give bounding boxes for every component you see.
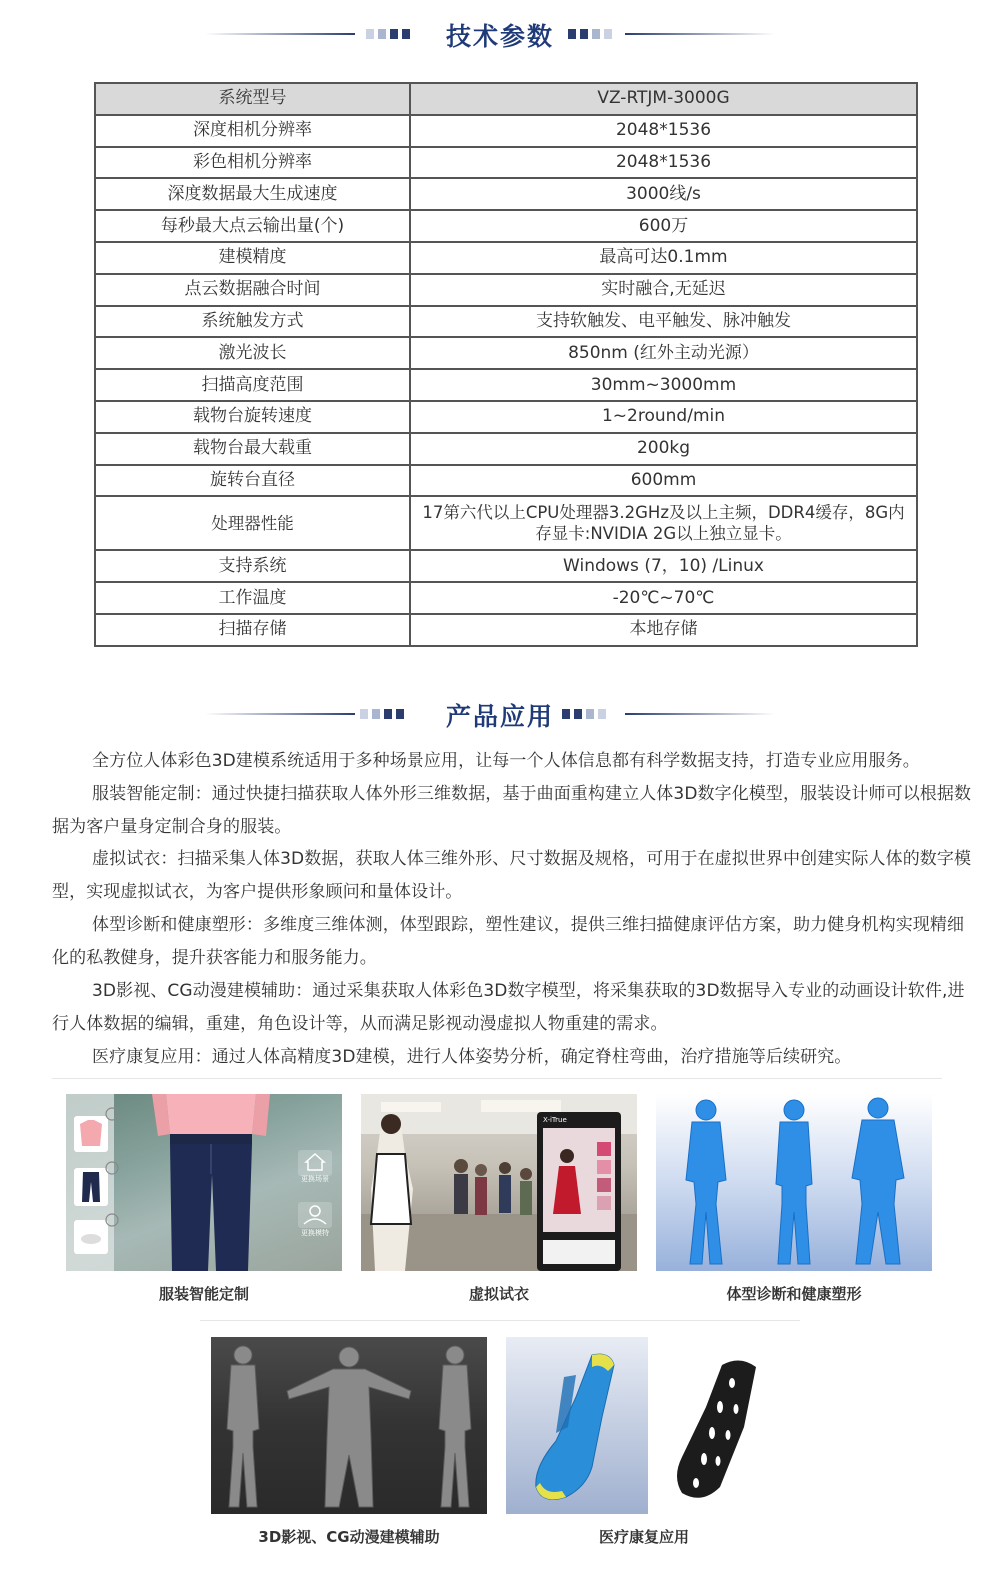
spec-key: 工作温度 [95,582,410,614]
spec-key: 激光波长 [95,337,410,369]
table-row [95,496,917,550]
caption-clothing: 服装智能定制 [158,1285,249,1303]
intro-paragraph [52,745,972,778]
table-row [95,369,917,401]
table-row [95,178,917,210]
spec-value: 600万 [410,210,917,242]
table-row [95,550,917,582]
spec-value: 实时融合,无延迟 [410,274,917,306]
caption-cg-modeling: 3D影视、CG动漫建模辅助 [258,1528,440,1546]
specs-title: 技术参数 [445,22,554,51]
paragraph-text: 体型诊断和健康塑形：多维度三维体测，体型跟踪，塑性建议，提供三维扫描健康评估方案，助力健身机构实现精细化的私教健身，提升获客能力和服务能力。 [52,915,965,968]
header-line-right [625,713,775,715]
apps-section-header [0,694,1000,734]
fitting-illustration [361,1094,637,1271]
header-dots-right [562,709,606,719]
table-row [95,401,917,433]
change-scene-label: 更换场景 [301,1175,329,1183]
paragraph-text: 医疗康复应用：通过人体高精度3D建模，进行人体姿势分析，确定脊柱弯曲，治疗措施等后续研究。 [92,1047,852,1067]
app-paragraph-film [52,975,972,1041]
change-model-label: 更换模特 [301,1229,329,1237]
table-row [95,274,917,306]
paragraph-text: 虚拟试衣：扫描采集人体3D数据，获取人体三维外形、尺寸数据及规格，可用于在虚拟世界中创建实际人体的数字模型，实现虚拟试衣，为客户提供形象顾问和量体设计。 [52,849,972,902]
spec-value: 30mm~3000mm [410,369,917,401]
clothing-customization-image [66,1094,342,1271]
table-row [95,465,917,497]
header-line-right [625,33,775,35]
medical-rehab-image [506,1337,782,1514]
spec-value: Windows (7，10) /Linux [410,550,917,582]
spec-key: 扫描存储 [95,614,410,646]
app-paragraph-fitting [52,843,972,909]
body-shape-diagnosis-image [656,1094,932,1271]
spec-key: 系统触发方式 [95,306,410,338]
table-row [95,242,917,274]
virtual-fitting-image [361,1094,637,1271]
kiosk-brand: X-iTrue [543,1116,567,1124]
spec-value: 最高可达0.1mm [410,242,917,274]
spec-key: 载物台旋转速度 [95,401,410,433]
caption-body-shape: 体型诊断和健康塑形 [726,1285,862,1303]
table-row [95,115,917,147]
spec-value: 600mm [410,465,917,497]
app-paragraph-medical [52,1041,972,1074]
spec-key: 载物台最大载重 [95,433,410,465]
table-row [95,433,917,465]
table-row [95,582,917,614]
table-row [95,83,917,115]
spec-table [94,82,918,647]
spec-key: 深度相机分辨率 [95,115,410,147]
divider [52,1078,942,1079]
spec-value: 200kg [410,433,917,465]
spec-key: 每秒最大点云输出量(个) [95,210,410,242]
caption-virtual-fitting: 虚拟试衣 [468,1285,529,1303]
spec-key: 处理器性能 [95,496,410,550]
app-paragraph-health [52,909,972,975]
spec-value: -20℃~70℃ [410,582,917,614]
spec-key: 系统型号 [95,83,410,115]
spec-key: 旋转台直径 [95,465,410,497]
spec-key: 深度数据最大生成速度 [95,178,410,210]
table-row [95,337,917,369]
blue-scan-figures [656,1094,932,1271]
apps-title: 产品应用 [445,702,554,731]
paragraph-text: 3D影视、CG动漫建模辅助：通过采集获取人体彩色3D数字模型，将采集获取的3D数据导入专业的动画设计软件,进行人体数据的编辑，重建，角色设计等，从而满足影视动漫虚拟人物重建的需求。 [52,981,965,1034]
gray-cg-figures [211,1337,487,1514]
spec-key: 支持系统 [95,550,410,582]
spec-value: 850nm (红外主动光源） [410,337,917,369]
spec-value: 2048*1536 [410,115,917,147]
app-paragraph-clothing [52,778,972,844]
spec-value: 本地存储 [410,614,917,646]
spec-key: 扫描高度范围 [95,369,410,401]
spec-value: 1~2round/min [410,401,917,433]
medical-illustration [506,1337,782,1514]
table-row [95,147,917,179]
spec-key: 点云数据融合时间 [95,274,410,306]
spec-value: 3000线/s [410,178,917,210]
header-dots-right [568,29,612,39]
caption-medical: 医疗康复应用 [598,1528,689,1546]
paragraph-text: 服装智能定制：通过快捷扫描获取人体外形三维数据，基于曲面重构建立人体3D数字化模型，服装设计师可以根据数据为客户量身定制合身的服装。 [52,784,972,837]
paragraph-text: 全方位人体彩色3D建模系统适用于多种场景应用，让每一个人体信息都有科学数据支持，打造专业应用服务。 [92,751,920,771]
table-row [95,614,917,646]
spec-value: VZ-RTJM-3000G [410,83,917,115]
spec-value: 支持软触发、电平触发、脉冲触发 [410,306,917,338]
specs-section-header [0,14,1000,54]
spec-value: 17第六代以上CPU处理器3.2GHz及以上主频，DDR4缓存，8G内存显卡:NVIDIA 2G以上独立显卡。 [410,496,917,550]
cg-modeling-image [211,1337,487,1514]
divider [200,1320,800,1321]
spec-key: 彩色相机分辨率 [95,147,410,179]
spec-key: 建模精度 [95,242,410,274]
spec-value: 2048*1536 [410,147,917,179]
table-row [95,306,917,338]
table-row [95,210,917,242]
